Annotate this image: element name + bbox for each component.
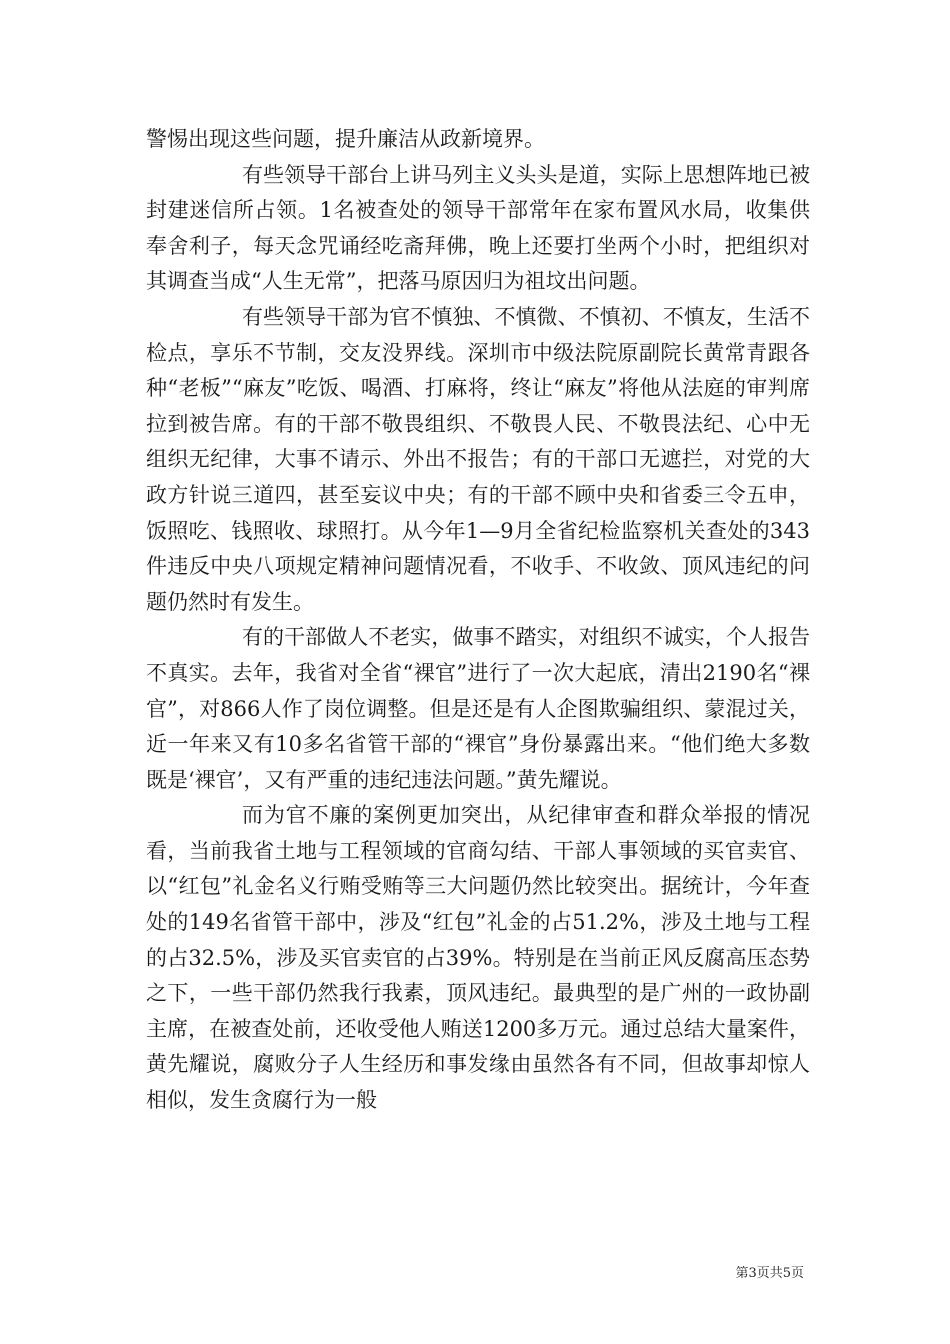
paragraph-superstition: 有些领导干部台上讲马列主义头头是道，实际上思想阵地已被封建迷信所占领。1名被查处的领导干部常年在家布置风水局，收集供奉舍利子，每天念咒诵经吃斋拜佛，晚上还要打坐两个小时，把组织对其调查当成“人生无常”，把落马原因归为祖坟出问题。 — [146, 162, 810, 294]
paragraph-continuation: 警惕出现这些问题，提升廉洁从政新境界。 — [146, 127, 545, 151]
page-number-footer: 第3页共5页 — [735, 1266, 804, 1281]
body-text — [146, 122, 810, 1119]
paragraph-discipline: 有些领导干部为官不慎独、不慎微、不慎初、不慎友，生活不检点，享乐不节制，交友没界线。深圳市中级法院原副院长黄常青跟各种“老板”“麻友”吃饭、喝酒、打麻将，终让“麻友”将他从法庭的审判席拉到被告席。有的干部不敬畏组织、不敬畏人民、不敬畏法纪、心中无组织无纪律，大事不请示、外出不报告；有的干部口无遮拦，对党的大政方针说三道四，甚至妄议中央；有的干部不顾中央和省委三令五申，饭照吃、钱照收、球照打。从今年1—9月全省纪检监察机关查处的343件违反中央八项规定精神问题情况看，不收手、不收敛、顶风违纪的问题仍然时有发生。 — [146, 304, 810, 614]
paragraph-naked-officials: 有的干部做人不老实，做事不踏实，对组织不诚实，个人报告不真实。去年，我省对全省“裸官”进行了一次大起底，清出2190名“裸官”，对866人作了岗位调整。但是还是有人企图欺骗组织、蒙混过关，近一年来又有10多名省管干部的“裸官”身份暴露出来。“他们绝大多数既是‘裸官’，又有严重的违纪违法问题。”黄先耀说。 — [146, 625, 810, 792]
paragraph-corruption-cases: 而为官不廉的案例更加突出，从纪律审查和群众举报的情况看，当前我省土地与工程领域的官商勾结、干部人事领域的买官卖官、以“红包”礼金名义行贿受贿等三大问题仍然比较突出。据统计，今年查处的149名省管干部中，涉及“红包”礼金的占51.2%，涉及土地与工程的占32.5%，涉及买官卖官的占39%。特别是在当前正风反腐高压态势之下，一些干部仍然我行我素，顶风违纪。最典型的是广州的一政协副主席，在被查处前，还收受他人贿送1200多万元。通过总结大量案件，黄先耀说，腐败分子人生经历和事发缘由虽然各有不同，但故事却惊人相似，发生贪腐行为一般 — [146, 803, 810, 1113]
